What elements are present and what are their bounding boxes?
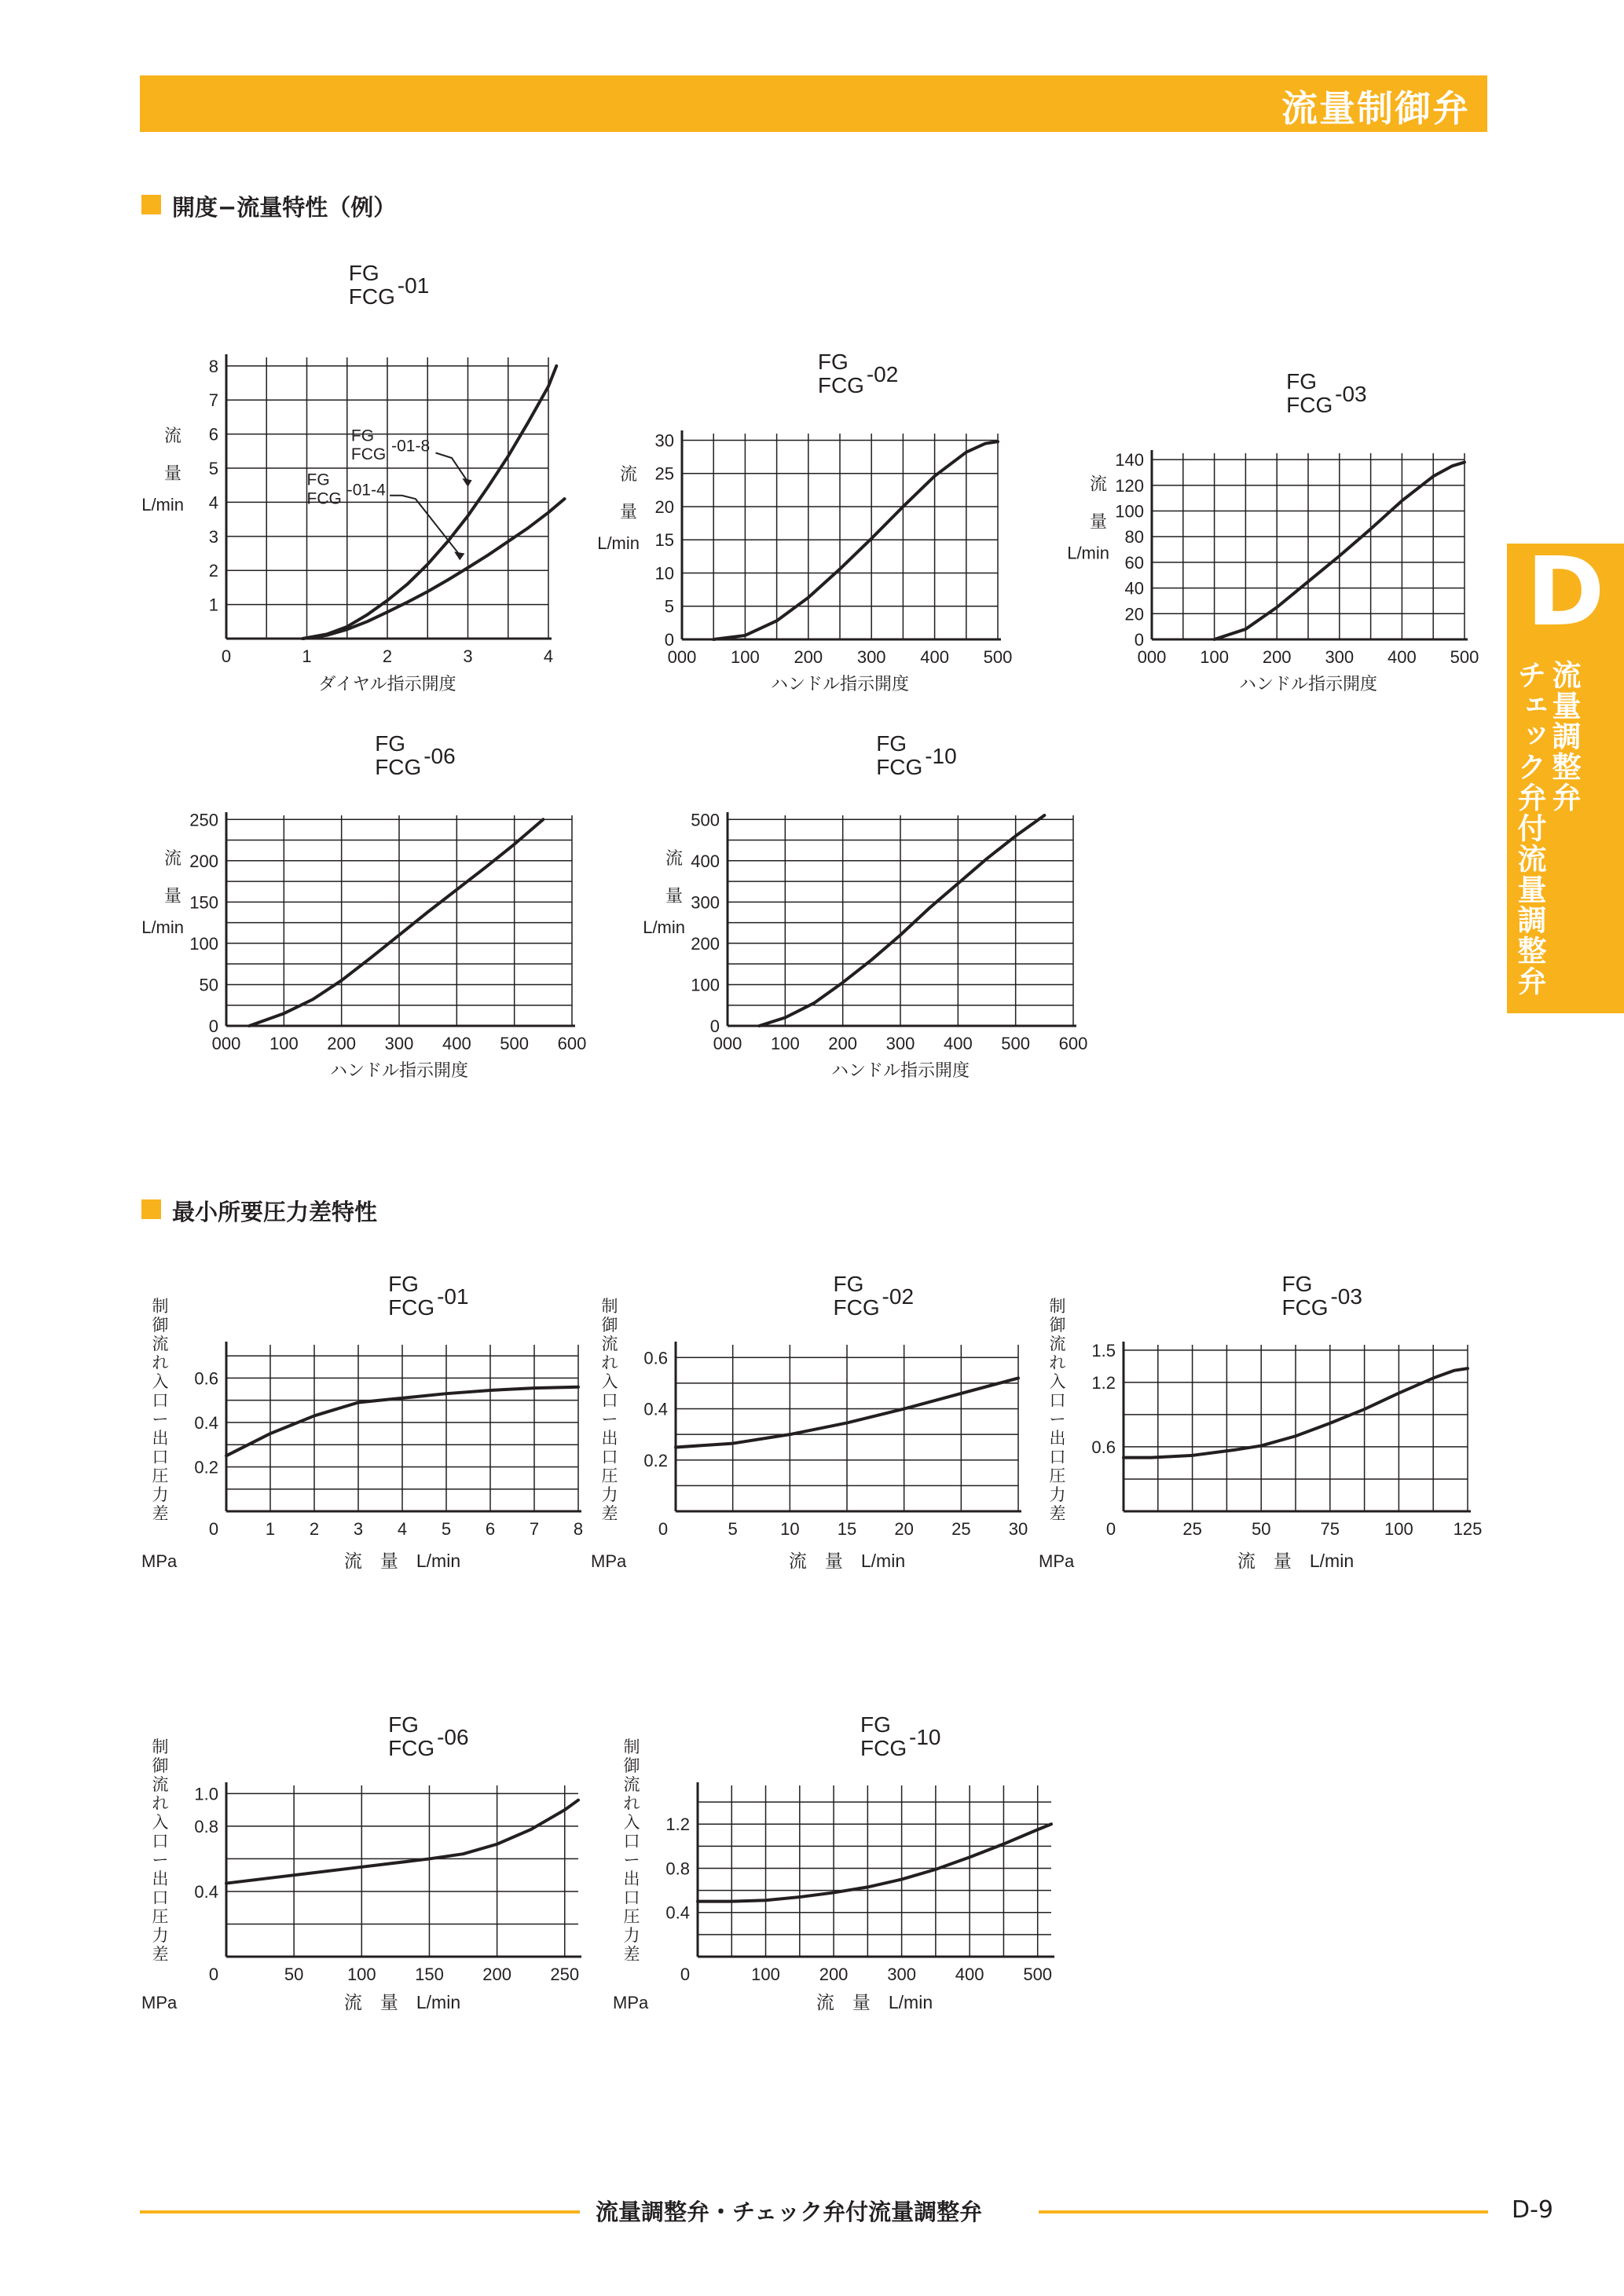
x-tick-label: 150 — [415, 1965, 444, 1984]
x-axis-label: ハンドル指示開度 — [329, 1060, 469, 1080]
y-tick-label: 0.8 — [194, 1816, 218, 1836]
chart-model-line-1: FG — [388, 1272, 419, 1296]
y-axis-label-unit: L/min — [643, 917, 685, 937]
y-tick-label: 8 — [208, 356, 218, 376]
y-axis-label-unit: L/min — [1067, 543, 1109, 563]
y-axis-label-unit: L/min — [597, 533, 640, 553]
x-tick-label: 75 — [1320, 1519, 1340, 1539]
x-axis-label: ハンドル指示開度 — [1238, 674, 1378, 694]
y-axis-unit: MPa — [591, 1551, 627, 1571]
series-line-1 — [249, 819, 543, 1026]
chart-model-size: -02 — [866, 362, 899, 386]
annotation-label: FG — [306, 471, 330, 489]
chart-model-size: -03 — [1330, 1284, 1362, 1309]
y-tick-label: 2 — [208, 561, 218, 581]
y-axis-label-1: 流 — [665, 848, 684, 868]
series-line-1 — [759, 815, 1044, 1026]
chart-model-size: -06 — [437, 1725, 469, 1749]
x-tick-label: 50 — [1251, 1519, 1271, 1539]
x-tick-label: 3 — [463, 646, 473, 666]
y-tick-label: 1 — [208, 595, 218, 615]
x-tick-label: 600 — [557, 1034, 587, 1053]
y-axis-label-char: 制 — [152, 1298, 169, 1316]
x-axis-label: ハンドル指示開度 — [770, 674, 910, 694]
chart-model-size: -10 — [925, 744, 957, 768]
y-tick-label: 80 — [1124, 527, 1144, 547]
x-tick-label: 200 — [482, 1965, 511, 1984]
y-axis-label-char: 出 — [601, 1430, 618, 1448]
y-axis-label-char: 入 — [623, 1814, 640, 1832]
y-tick-label: 0 — [709, 1016, 720, 1036]
y-tick-label: 0.4 — [194, 1412, 218, 1433]
y-tick-label: 0 — [664, 630, 674, 650]
y-tick-label: 6 — [208, 424, 218, 445]
x-tick-label: 200 — [327, 1034, 357, 1053]
x-tick-label: 0 — [208, 1519, 219, 1539]
series-line-1 — [302, 366, 556, 639]
y-axis-label-char: 力 — [152, 1486, 169, 1504]
y-tick-label: 60 — [1124, 552, 1144, 573]
chart-model-line-2: FCG — [388, 1295, 435, 1320]
y-axis-label-char: 圧 — [623, 1908, 640, 1926]
x-tick-label: 300 — [887, 1965, 916, 1984]
x-tick-label: 100 — [269, 1034, 299, 1053]
y-tick-label: 150 — [189, 892, 218, 913]
x-tick-label: 000 — [667, 647, 697, 667]
y-tick-label: 200 — [691, 933, 720, 954]
chart-model-line-2: FCG — [876, 755, 923, 779]
y-axis-unit: MPa — [1039, 1551, 1075, 1571]
y-axis-label-char: 御 — [152, 1757, 169, 1775]
x-tick-label: 125 — [1453, 1519, 1483, 1539]
x-tick-label: 500 — [500, 1034, 530, 1053]
annotation-label: FG — [350, 427, 375, 445]
x-tick-label: 30 — [1008, 1519, 1028, 1539]
y-axis-label-char: 口 — [152, 1889, 169, 1907]
y-axis-label-2: 量 — [665, 886, 684, 906]
y-axis-label-1: 流 — [1089, 474, 1108, 494]
y-axis-label-char: 入 — [601, 1373, 618, 1391]
section-marker-icon — [141, 195, 161, 214]
y-axis-label-char: 制 — [1049, 1298, 1066, 1316]
x-tick-label: 50 — [284, 1965, 304, 1984]
x-tick-label: 400 — [442, 1034, 471, 1053]
section-title-opening-flow: 開度−流量特性（例） — [172, 194, 397, 221]
x-tick-label: 7 — [529, 1519, 540, 1539]
x-tick-label: 0 — [658, 1519, 669, 1539]
y-tick-label: 120 — [1115, 475, 1144, 496]
side-index-label-2: チェック弁付流量調整弁 — [1512, 660, 1546, 997]
x-tick-label: 000 — [713, 1034, 742, 1053]
y-tick-label: 100 — [691, 975, 720, 995]
chart-model-line-1: FG — [817, 350, 849, 374]
y-axis-label-char: 圧 — [1049, 1467, 1066, 1485]
y-axis-label-char: れ — [1049, 1354, 1066, 1372]
x-tick-label: 500 — [1450, 647, 1479, 667]
y-axis-label-char: 出 — [152, 1870, 169, 1888]
x-tick-label: 100 — [731, 647, 760, 667]
y-axis-label-char: れ — [623, 1795, 640, 1813]
chart-model-line-1: FG — [375, 731, 406, 756]
y-axis-label-1: 流 — [163, 426, 182, 445]
y-axis-label-char: ー — [1049, 1411, 1066, 1429]
y-axis-label-char: 口 — [152, 1833, 169, 1851]
series-line-1 — [698, 1824, 1051, 1901]
y-axis-label-char: 流 — [1049, 1335, 1066, 1353]
x-tick-label: 400 — [920, 647, 949, 667]
annotation-arrow-icon — [462, 478, 471, 487]
page-number: D-9 — [1511, 2196, 1553, 2224]
y-tick-label: 0.4 — [665, 1902, 690, 1923]
y-tick-label: 0.2 — [643, 1450, 668, 1470]
series-line-1 — [676, 1378, 1018, 1447]
y-axis-label-unit: L/min — [141, 917, 184, 937]
chart-model-size: -06 — [423, 744, 456, 768]
y-axis-label-char: 制 — [152, 1738, 169, 1756]
chart-group — [141, 261, 564, 694]
x-tick-label: 15 — [837, 1519, 857, 1539]
y-axis-label-char: 流 — [623, 1776, 640, 1794]
y-axis-label-char: 圧 — [601, 1467, 618, 1485]
x-tick-label: 300 — [384, 1034, 414, 1053]
chart-model-size: -10 — [909, 1725, 941, 1749]
y-tick-label: 0.2 — [194, 1457, 218, 1478]
side-index-letter: D — [1526, 538, 1605, 647]
x-tick-label: 500 — [983, 647, 1013, 667]
y-axis-label-char: 口 — [623, 1833, 640, 1851]
chart-group — [141, 1712, 581, 2012]
chart-group — [141, 731, 586, 1080]
x-tick-label: 100 — [751, 1965, 780, 1984]
annotation-label: FCG — [306, 489, 342, 508]
x-tick-label: 400 — [943, 1034, 973, 1053]
x-tick-label: 200 — [1262, 647, 1292, 667]
chart-group — [591, 1272, 1028, 1571]
y-tick-label: 500 — [691, 810, 720, 830]
chart-group — [613, 1712, 1054, 2012]
chart-group — [597, 350, 1012, 694]
chart-model-line-1: FG — [348, 261, 379, 285]
x-tick-label: 20 — [894, 1519, 914, 1539]
x-tick-label: 300 — [856, 647, 886, 667]
chart-model-line-2: FCG — [1286, 393, 1333, 417]
y-tick-label: 300 — [691, 892, 720, 913]
x-tick-label: 500 — [1001, 1034, 1031, 1053]
page-header-bar — [140, 75, 1487, 132]
y-axis-label-char: 出 — [152, 1430, 169, 1448]
footer-title: 流量調整弁・チェック弁付流量調整弁 — [596, 2199, 983, 2225]
x-axis-label: ダイヤル指示開度 — [318, 674, 456, 694]
section-title-min-pressure: 最小所要圧力差特性 — [172, 1199, 378, 1225]
y-axis-label-char: 力 — [152, 1927, 169, 1945]
y-axis-label-char: 差 — [152, 1946, 169, 1964]
y-axis-label-char: 口 — [1049, 1392, 1066, 1410]
y-axis-label-char: 差 — [1049, 1505, 1066, 1523]
x-tick-label: 0 — [221, 646, 232, 666]
chart-model-line-2: FCG — [860, 1736, 907, 1760]
y-tick-label: 7 — [208, 390, 218, 411]
x-tick-label: 600 — [1058, 1034, 1088, 1053]
y-tick-label: 0.6 — [1091, 1437, 1116, 1457]
chart-model-size: -01 — [397, 273, 430, 298]
y-axis-label-char: 口 — [152, 1448, 169, 1467]
x-axis-label: ハンドル指示開度 — [830, 1060, 970, 1080]
y-axis-label-char: ー — [601, 1411, 618, 1429]
y-tick-label: 20 — [654, 496, 674, 517]
x-tick-label: 8 — [573, 1519, 584, 1539]
chart-model-size: -01 — [437, 1284, 469, 1309]
y-axis-label-char: 力 — [623, 1927, 640, 1945]
y-axis-label-char: 入 — [152, 1373, 169, 1391]
x-tick-label: 10 — [780, 1519, 800, 1539]
y-tick-label: 5 — [664, 596, 674, 617]
y-axis-label-char: れ — [601, 1354, 618, 1372]
x-tick-label: 25 — [951, 1519, 971, 1539]
annotation-leader — [436, 453, 468, 482]
y-axis-label-char: 差 — [152, 1505, 169, 1523]
y-tick-label: 3 — [208, 526, 218, 547]
chart-group — [643, 731, 1087, 1080]
series-line-1 — [1215, 462, 1465, 639]
y-axis-label-char: 入 — [152, 1814, 169, 1832]
x-tick-label: 0 — [1105, 1519, 1116, 1539]
y-axis-label-unit: L/min — [141, 495, 184, 514]
x-tick-label: 400 — [955, 1965, 984, 1984]
x-tick-label: 0 — [680, 1965, 691, 1984]
series-line-2 — [302, 499, 564, 639]
y-axis-label-char: ー — [152, 1411, 169, 1429]
y-axis-label-char: れ — [152, 1354, 169, 1372]
y-tick-label: 0.4 — [194, 1881, 218, 1902]
y-axis-unit: MPa — [141, 1993, 178, 2012]
x-tick-label: 250 — [550, 1965, 580, 1984]
footer-rule-right — [1039, 2210, 1488, 2214]
y-axis-label-char: 力 — [601, 1486, 618, 1504]
y-tick-label: 1.5 — [1091, 1340, 1116, 1360]
y-axis-label-char: 流 — [601, 1335, 618, 1353]
section-marker-icon — [141, 1199, 161, 1219]
y-axis-label-char: 圧 — [152, 1908, 169, 1926]
x-tick-label: 1 — [302, 646, 312, 666]
y-tick-label: 1.0 — [194, 1784, 218, 1804]
x-axis-label: 流 量 L/min — [788, 1551, 906, 1571]
y-axis-label-char: 口 — [601, 1392, 618, 1410]
x-tick-label: 5 — [441, 1519, 452, 1539]
x-tick-label: 100 — [346, 1965, 376, 1984]
y-tick-label: 100 — [1115, 501, 1144, 522]
chart-model-line-2: FCG — [817, 373, 864, 397]
x-tick-label: 1 — [265, 1519, 276, 1539]
x-tick-label: 000 — [211, 1034, 241, 1053]
y-tick-label: 100 — [189, 933, 218, 954]
y-axis-label-char: 差 — [623, 1946, 640, 1964]
y-tick-label: 400 — [691, 851, 720, 871]
series-line-1 — [226, 1387, 578, 1456]
x-tick-label: 3 — [353, 1519, 364, 1539]
x-tick-label: 300 — [885, 1034, 915, 1053]
x-tick-label: 2 — [309, 1519, 320, 1539]
chart-model-line-1: FG — [860, 1712, 891, 1737]
chart-model-line-2: FCG — [833, 1295, 880, 1320]
y-tick-label: 15 — [654, 530, 674, 551]
y-axis-label-char: 出 — [623, 1870, 640, 1888]
side-index-label-1: 流量調整弁 — [1547, 660, 1581, 813]
x-tick-label: 200 — [828, 1034, 858, 1053]
y-tick-label: 0 — [208, 1016, 218, 1036]
y-tick-label: 0.6 — [643, 1348, 668, 1368]
y-axis-label-char: 入 — [1049, 1373, 1066, 1391]
x-tick-label: 0 — [208, 1965, 219, 1984]
y-axis-label-char: れ — [152, 1795, 169, 1813]
x-tick-label: 100 — [1384, 1519, 1413, 1539]
y-axis-label-char: ー — [152, 1851, 169, 1869]
y-tick-label: 0.4 — [643, 1399, 668, 1419]
chart-model-line-2: FCG — [1281, 1295, 1329, 1320]
y-tick-label: 0.8 — [665, 1858, 690, 1879]
y-tick-label: 250 — [189, 810, 218, 830]
y-tick-label: 20 — [1124, 604, 1144, 624]
x-tick-label: 100 — [770, 1034, 800, 1053]
y-axis-label-char: ー — [623, 1851, 640, 1869]
y-axis-unit: MPa — [613, 1993, 649, 2012]
y-axis-label-char: 流 — [152, 1776, 169, 1794]
y-axis-unit: MPa — [141, 1551, 178, 1571]
x-tick-label: 200 — [794, 647, 823, 667]
annotation-label: -01-8 — [391, 437, 431, 456]
x-tick-label: 000 — [1137, 647, 1167, 667]
y-axis-label-2: 量 — [163, 886, 182, 906]
x-tick-label: 6 — [485, 1519, 496, 1539]
y-axis-label-1: 流 — [163, 848, 182, 868]
x-tick-label: 100 — [1200, 647, 1229, 667]
y-axis-label-1: 流 — [619, 464, 638, 484]
x-axis-label: 流 量 L/min — [816, 1992, 933, 2012]
y-tick-label: 1.2 — [665, 1814, 690, 1835]
y-axis-label-char: 御 — [623, 1757, 640, 1775]
y-tick-label: 5 — [208, 459, 218, 479]
chart-model-line-1: FG — [388, 1712, 419, 1737]
y-axis-label-char: 出 — [1049, 1430, 1066, 1448]
y-tick-label: 1.2 — [1091, 1372, 1116, 1393]
chart-model-size: -02 — [882, 1284, 915, 1309]
x-tick-label: 500 — [1023, 1965, 1053, 1984]
chart-group — [1039, 1272, 1482, 1571]
y-axis-label-char: 口 — [152, 1392, 169, 1410]
x-tick-label: 2 — [382, 646, 393, 666]
y-tick-label: 140 — [1115, 450, 1144, 471]
chart-model-size: -03 — [1335, 382, 1367, 406]
chart-model-line-2: FCG — [375, 755, 422, 779]
x-tick-label: 5 — [728, 1519, 738, 1539]
y-axis-label-2: 量 — [619, 502, 638, 522]
x-axis-label: 流 量 L/min — [343, 1551, 461, 1571]
chart-model-line-1: FG — [1281, 1272, 1313, 1296]
series-line-1 — [226, 1800, 578, 1884]
y-axis-label-2: 量 — [163, 463, 182, 483]
x-tick-label: 200 — [819, 1965, 849, 1984]
y-axis-label-char: 流 — [152, 1335, 169, 1353]
y-tick-label: 0 — [1134, 630, 1144, 650]
chart-model-line-1: FG — [1286, 369, 1318, 394]
chart-model-line-1: FG — [833, 1272, 864, 1296]
chart-model-line-2: FCG — [348, 284, 395, 309]
annotation-leader — [401, 496, 460, 555]
y-tick-label: 10 — [654, 563, 674, 584]
y-tick-label: 200 — [189, 851, 218, 871]
y-axis-label-char: 御 — [152, 1316, 169, 1335]
chart-model-line-1: FG — [876, 731, 907, 756]
y-axis-label-2: 量 — [1089, 511, 1108, 532]
y-tick-label: 40 — [1124, 578, 1144, 599]
x-axis-label: 流 量 L/min — [1237, 1551, 1355, 1571]
y-axis-label-char: 制 — [623, 1738, 640, 1756]
footer-rule-left — [140, 2210, 580, 2214]
x-tick-label: 300 — [1325, 647, 1355, 667]
x-tick-label: 4 — [543, 646, 554, 666]
chart-model-line-2: FCG — [388, 1736, 435, 1760]
series-line-1 — [713, 441, 998, 639]
y-tick-label: 0.6 — [194, 1368, 218, 1389]
y-axis-label-char: 御 — [1049, 1316, 1066, 1335]
annotation-label: -01-4 — [346, 481, 386, 500]
x-tick-label: 400 — [1388, 647, 1417, 667]
x-tick-label: 25 — [1182, 1519, 1202, 1539]
y-axis-label-char: 圧 — [152, 1467, 169, 1485]
y-axis-label-char: 口 — [1049, 1448, 1066, 1467]
chart-group — [1067, 369, 1479, 694]
y-axis-label-char: 口 — [623, 1889, 640, 1907]
y-axis-label-char: 口 — [601, 1448, 618, 1467]
x-tick-label: 4 — [397, 1519, 408, 1539]
annotation-label: FCG — [350, 445, 387, 464]
annotation-arrow-icon — [454, 551, 464, 560]
y-axis-label-char: 差 — [601, 1505, 618, 1523]
y-axis-label-char: 力 — [1049, 1486, 1066, 1504]
y-tick-label: 4 — [208, 493, 218, 513]
y-axis-label-char: 制 — [601, 1298, 618, 1316]
y-axis-label-char: 御 — [601, 1316, 618, 1335]
x-axis-label: 流 量 L/min — [343, 1992, 461, 2012]
y-tick-label: 50 — [199, 975, 218, 995]
chart-group — [141, 1272, 583, 1571]
y-tick-label: 25 — [654, 463, 674, 484]
series-line-1 — [1124, 1368, 1468, 1458]
y-tick-label: 30 — [654, 430, 674, 451]
page-header-title: 流量制御弁 — [1281, 87, 1470, 130]
